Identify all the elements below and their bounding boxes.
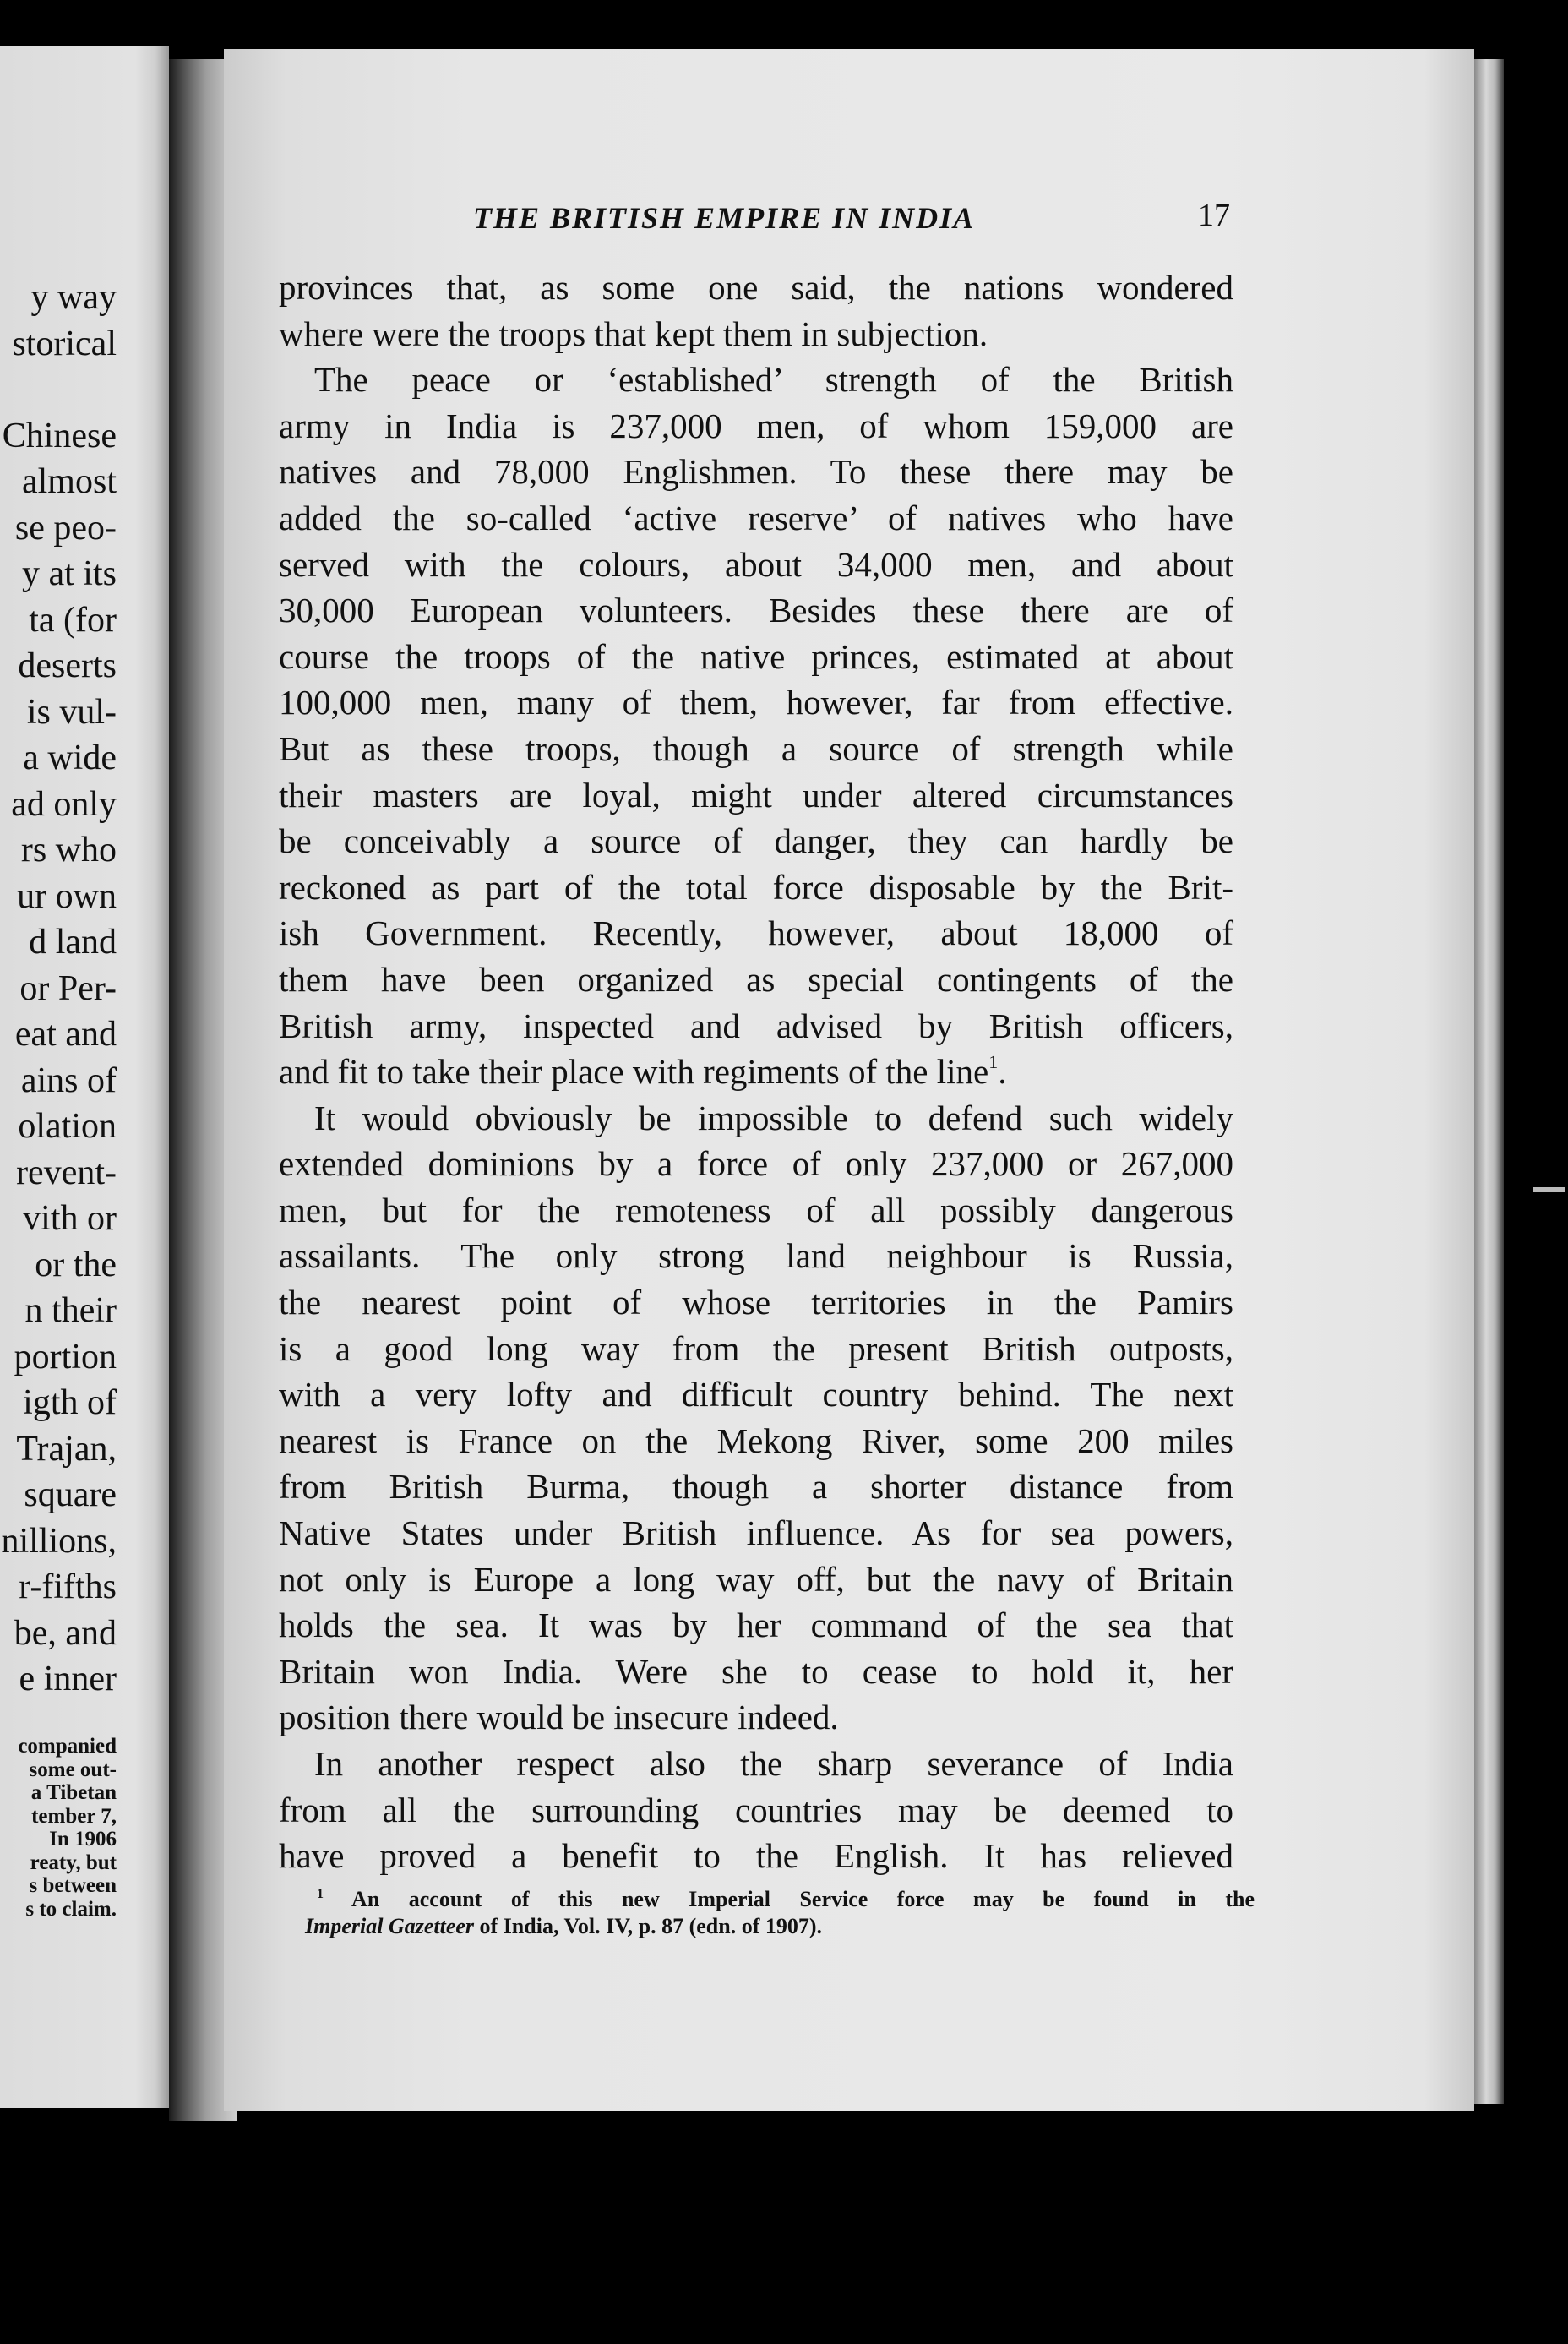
footnote xyxy=(305,1886,1255,1940)
left-page-line: almost xyxy=(22,462,117,501)
left-page-line: Trajan, xyxy=(16,1429,117,1469)
text-line-content: In another respect also the sharp severance of India xyxy=(314,1744,1233,1783)
page-edge xyxy=(1474,59,1504,2104)
text-line xyxy=(279,1556,1233,1603)
text-line xyxy=(279,1371,1233,1418)
footnote-line-1 xyxy=(317,1886,1255,1913)
footnote-gazetteer-title: Imperial Gazetteer xyxy=(305,1914,475,1938)
footnote-line-1-text: An account of this new Imperial Service force may be found in the xyxy=(351,1887,1255,1911)
text-line-content: with a very lofty and difficult country behind. The next xyxy=(279,1375,1233,1415)
text-line-content: men, but for the remoteness of all possibly dangerous xyxy=(279,1190,1233,1229)
left-page-line: nillions, xyxy=(1,1521,117,1561)
text-line-content: course the troops of the native princes, estimated at about xyxy=(279,636,1233,676)
text-line-content: the nearest point of whose territories in the Pamirs xyxy=(279,1283,1233,1322)
left-page-line: portion xyxy=(14,1337,117,1376)
footnote-line-2 xyxy=(305,1913,1255,1940)
left-page-line: y way xyxy=(30,278,117,317)
text-line-content: holds the sea. It was by her command of the sea that xyxy=(279,1605,1233,1645)
text-line-punctuation: . xyxy=(998,1052,1007,1092)
text-line-content: be conceivably a source of danger, they can hardly be xyxy=(279,821,1233,861)
left-page-line: rs who xyxy=(20,831,117,869)
text-line xyxy=(279,1464,1233,1510)
text-line-content: not only is Europe a long way off, but the navy of Britain xyxy=(279,1559,1233,1599)
left-page-line: olation xyxy=(18,1107,117,1146)
text-line-content: provinces that, as some one said, the nations wondered xyxy=(279,268,1233,307)
text-line-content: 100,000 men, many of them, however, far from effective. xyxy=(279,683,1233,722)
left-page-note-line: s to claim. xyxy=(25,1897,117,1921)
left-page-line: ad only xyxy=(11,784,117,824)
text-line xyxy=(279,1233,1233,1279)
text-line-content: British army, inspected and advised by British officers, xyxy=(279,1006,1233,1045)
text-line-content: extended dominions by a force of only 237,000 or 267,000 xyxy=(279,1144,1233,1184)
text-line-content: 30,000 European volunteers. Besides these there are of xyxy=(279,591,1233,630)
left-page-line: d land xyxy=(29,923,117,962)
left-page-note-line: In 1906 xyxy=(49,1828,117,1851)
text-line-content: natives and 78,000 Englishmen. To these there may be xyxy=(279,452,1233,492)
edge-mark xyxy=(1533,1187,1565,1192)
text-line-content: served with the colours, about 34,000 men, and about xyxy=(279,544,1233,584)
left-page-line: or the xyxy=(35,1245,117,1284)
page-number: 17 xyxy=(1198,198,1230,233)
left-page-footnotes xyxy=(18,1735,117,1921)
text-line-content: from British Burma, though a shorter distance from xyxy=(279,1467,1233,1507)
text-line xyxy=(279,1741,1233,1787)
running-header: THE BRITISH EMPIRE IN INDIA xyxy=(473,201,976,235)
text-line-content: It would obviously be impossible to defend such widely xyxy=(314,1098,1233,1137)
left-page-note-line: reaty, but xyxy=(30,1851,117,1874)
left-page-line: be, and xyxy=(14,1613,117,1653)
text-line-content: army in India is 237,000 men, of whom 159,000 are xyxy=(279,406,1233,445)
left-page-line: vith or xyxy=(23,1199,117,1238)
left-page-line: y at its xyxy=(22,554,117,593)
footnote-mark: 1 xyxy=(317,1887,324,1901)
left-page-line: revent- xyxy=(16,1153,117,1192)
left-page-note-line: companied xyxy=(18,1735,117,1758)
text-line xyxy=(279,1510,1233,1556)
left-page-line: e inner xyxy=(19,1660,117,1698)
text-line xyxy=(279,1049,1233,1095)
left-page-line: is vul- xyxy=(26,692,117,732)
text-line xyxy=(279,311,1233,357)
left-page-line: se peo- xyxy=(14,508,117,548)
left-page-line: square xyxy=(24,1475,117,1514)
left-page-line: storical xyxy=(12,324,117,363)
left-page-line xyxy=(1,367,117,413)
text-line xyxy=(279,449,1233,495)
text-line xyxy=(279,1602,1233,1649)
text-line xyxy=(279,634,1233,680)
left-page-line: a wide xyxy=(23,739,117,777)
left-page-line: ains of xyxy=(20,1060,117,1100)
footnote-line-2-text: of India, Vol. IV, p. 87 (edn. of 1907). xyxy=(474,1914,823,1938)
left-page-line: n their xyxy=(24,1291,117,1330)
text-line xyxy=(279,1003,1233,1049)
text-line xyxy=(279,910,1233,957)
text-line-content: have proved a benefit to the English. It has relieved xyxy=(279,1836,1233,1876)
text-line-content: The peace or ‘established’ strength of the British xyxy=(314,360,1233,400)
left-page-line: r-fifths xyxy=(19,1567,117,1606)
text-line xyxy=(279,542,1233,588)
text-line-content: them have been organized as special contingents of the xyxy=(279,959,1233,999)
left-page-line: eat and xyxy=(14,1015,117,1054)
text-line-content: Britain won India. Were she to cease to hold it, her xyxy=(279,1651,1233,1691)
text-line xyxy=(279,403,1233,450)
left-page-note-line: s between xyxy=(29,1874,117,1897)
text-line xyxy=(279,357,1233,403)
left-page-note-line: a Tibetan xyxy=(30,1781,117,1804)
text-line-content: their masters are loyal, might under altered circumstances xyxy=(279,775,1233,815)
text-line-content: where were the troops that kept them in subjection. xyxy=(279,313,988,353)
text-line-content: added the so-called ‘active reserve’ of natives who have xyxy=(279,498,1233,537)
left-page-note-line: tember 7, xyxy=(31,1804,117,1828)
text-line-content: reckoned as part of the total force disposable by the Brit- xyxy=(279,867,1233,907)
text-line xyxy=(279,1694,1233,1741)
left-page-line: ta (for xyxy=(29,600,117,640)
text-line xyxy=(279,864,1233,911)
left-page-note-line: some out- xyxy=(29,1758,117,1781)
text-line xyxy=(279,1833,1233,1879)
text-line xyxy=(279,587,1233,634)
left-page-line: igth of xyxy=(23,1383,117,1422)
text-line xyxy=(279,726,1233,772)
text-line-content: Native States under British influence. As for sea powers, xyxy=(279,1513,1233,1553)
text-line-content: But as these troops, though a source of strength while xyxy=(279,728,1233,768)
footnote-reference: 1 xyxy=(988,1051,999,1073)
text-line-content: assailants. The only strong land neighbour is Russia, xyxy=(279,1236,1233,1276)
text-line xyxy=(279,1279,1233,1326)
left-page-line: deserts xyxy=(18,646,117,685)
text-line-content: ish Government. Recently, however, about 18,000 of xyxy=(279,913,1233,953)
text-line xyxy=(279,1418,1233,1464)
text-line xyxy=(279,1649,1233,1695)
text-line xyxy=(279,772,1233,819)
left-page-text xyxy=(1,275,117,1703)
text-line-content: position there would be insecure indeed. xyxy=(279,1698,839,1737)
text-line xyxy=(279,1095,1233,1142)
text-line-content: from all the surrounding countries may be deemed to xyxy=(279,1790,1233,1829)
left-page-line: ur own xyxy=(17,876,117,916)
text-line xyxy=(279,679,1233,726)
text-line xyxy=(279,957,1233,1003)
text-line xyxy=(279,1326,1233,1372)
body-text xyxy=(279,264,1233,1879)
text-line-content: nearest is France on the Mekong River, some 200 miles xyxy=(279,1420,1233,1460)
text-line xyxy=(279,264,1233,311)
left-page-line: Chinese xyxy=(2,416,117,455)
text-line xyxy=(279,495,1233,542)
text-line xyxy=(279,1187,1233,1234)
text-line xyxy=(279,1787,1233,1834)
text-line xyxy=(279,818,1233,864)
text-line xyxy=(279,1141,1233,1187)
text-line-content: is a good long way from the present British outposts, xyxy=(279,1328,1233,1368)
left-page-line: or Per- xyxy=(19,968,117,1008)
left-facing-page xyxy=(0,46,169,2108)
text-line-content: and fit to take their place with regiments of the line xyxy=(279,1052,989,1092)
